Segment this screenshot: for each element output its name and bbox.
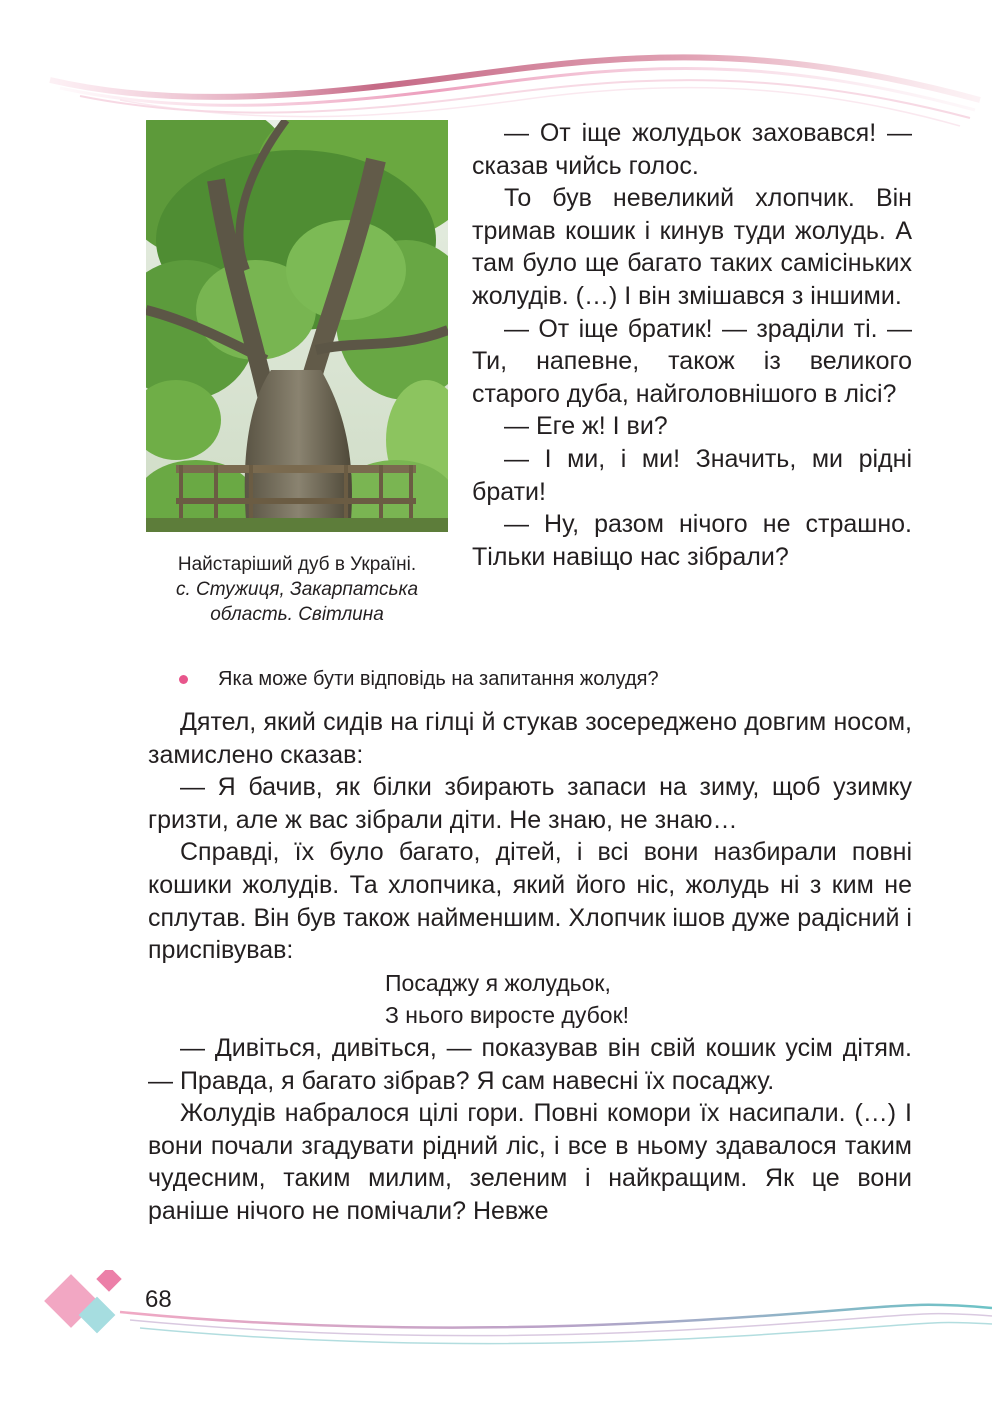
- page-number: 68: [145, 1286, 172, 1313]
- story-text-right-column: [472, 117, 912, 573]
- question-text: Яка може бути відповідь на запитання жолудя?: [218, 668, 659, 690]
- poem-line: Посаджу я жолудьок,: [385, 969, 611, 996]
- comprehension-question: [184, 665, 924, 693]
- bullet-dot-icon: [179, 675, 188, 684]
- oak-tree-photo: [146, 120, 448, 532]
- paragraph: Справді, їх було багато, дітей, і всі вони назбирали повні кошики жолудів. Та хлопчика, який його ніс, жолудь ні з ким не сплутав. Він був також найменшим. Хлопчик ішов дуже радісний і приспівував:: [148, 838, 912, 965]
- small-pink-diamond-icon: [96, 1270, 121, 1292]
- poem-line: З нього виросте дубок!: [385, 1002, 630, 1029]
- poem: [385, 967, 912, 1032]
- paragraph: — Дивіться, дивіться, — показував він свій кошик усім дітям. — Правда, я багато зібрав? Я сам навесні їх посаджу.: [148, 1033, 912, 1095]
- paragraph: — Ну, разом нічого не страшно. Тільки навіщо нас зібрали?: [472, 510, 912, 571]
- paragraph: — От іще жолудьок заховався! — сказав чийсь голос.: [472, 119, 912, 180]
- caption-region: область. Світлина: [210, 604, 384, 625]
- story-text-full-width: [148, 706, 912, 1228]
- paragraph: То був невеликий хлопчик. Він тримав кошик і кинув туди жолудь. А там було ще багато таких самісіньких жолудів. (…) І він змішався з іншими.: [472, 184, 912, 310]
- paragraph: Дятел, який сидів на гілці й стукав зосереджено довгим носом, замислено сказав:: [148, 708, 912, 769]
- paragraph: — Еге ж! І ви?: [504, 412, 668, 441]
- paragraph: Жолудів набралося цілі гори. Повні комори їх насипали. (…) І вони почали згадувати рідний ліс, і все в ньому здавалося таким чудесним, таким милим, зеленим і найкращим. Як це вони раніше нічого не помічали? Невже: [148, 1099, 912, 1225]
- photo-caption: [146, 552, 448, 627]
- paragraph: — І ми, і ми! Значить, ми рідні брати!: [472, 444, 912, 506]
- caption-place: с. Стужиця, Закарпатська: [175, 579, 419, 600]
- paragraph: — От іще братик! — зраділи ті. — Ти, напевне, також із великого старого дуба, найголовнішого в лісі?: [472, 314, 912, 408]
- paragraph: — Я бачив, як білки збирають запаси на зиму, щоб узимку гризти, але ж вас зібрали діти. Не знаю, не знаю…: [148, 773, 912, 834]
- caption-title: Найстаріший дуб в Україні.: [177, 554, 417, 575]
